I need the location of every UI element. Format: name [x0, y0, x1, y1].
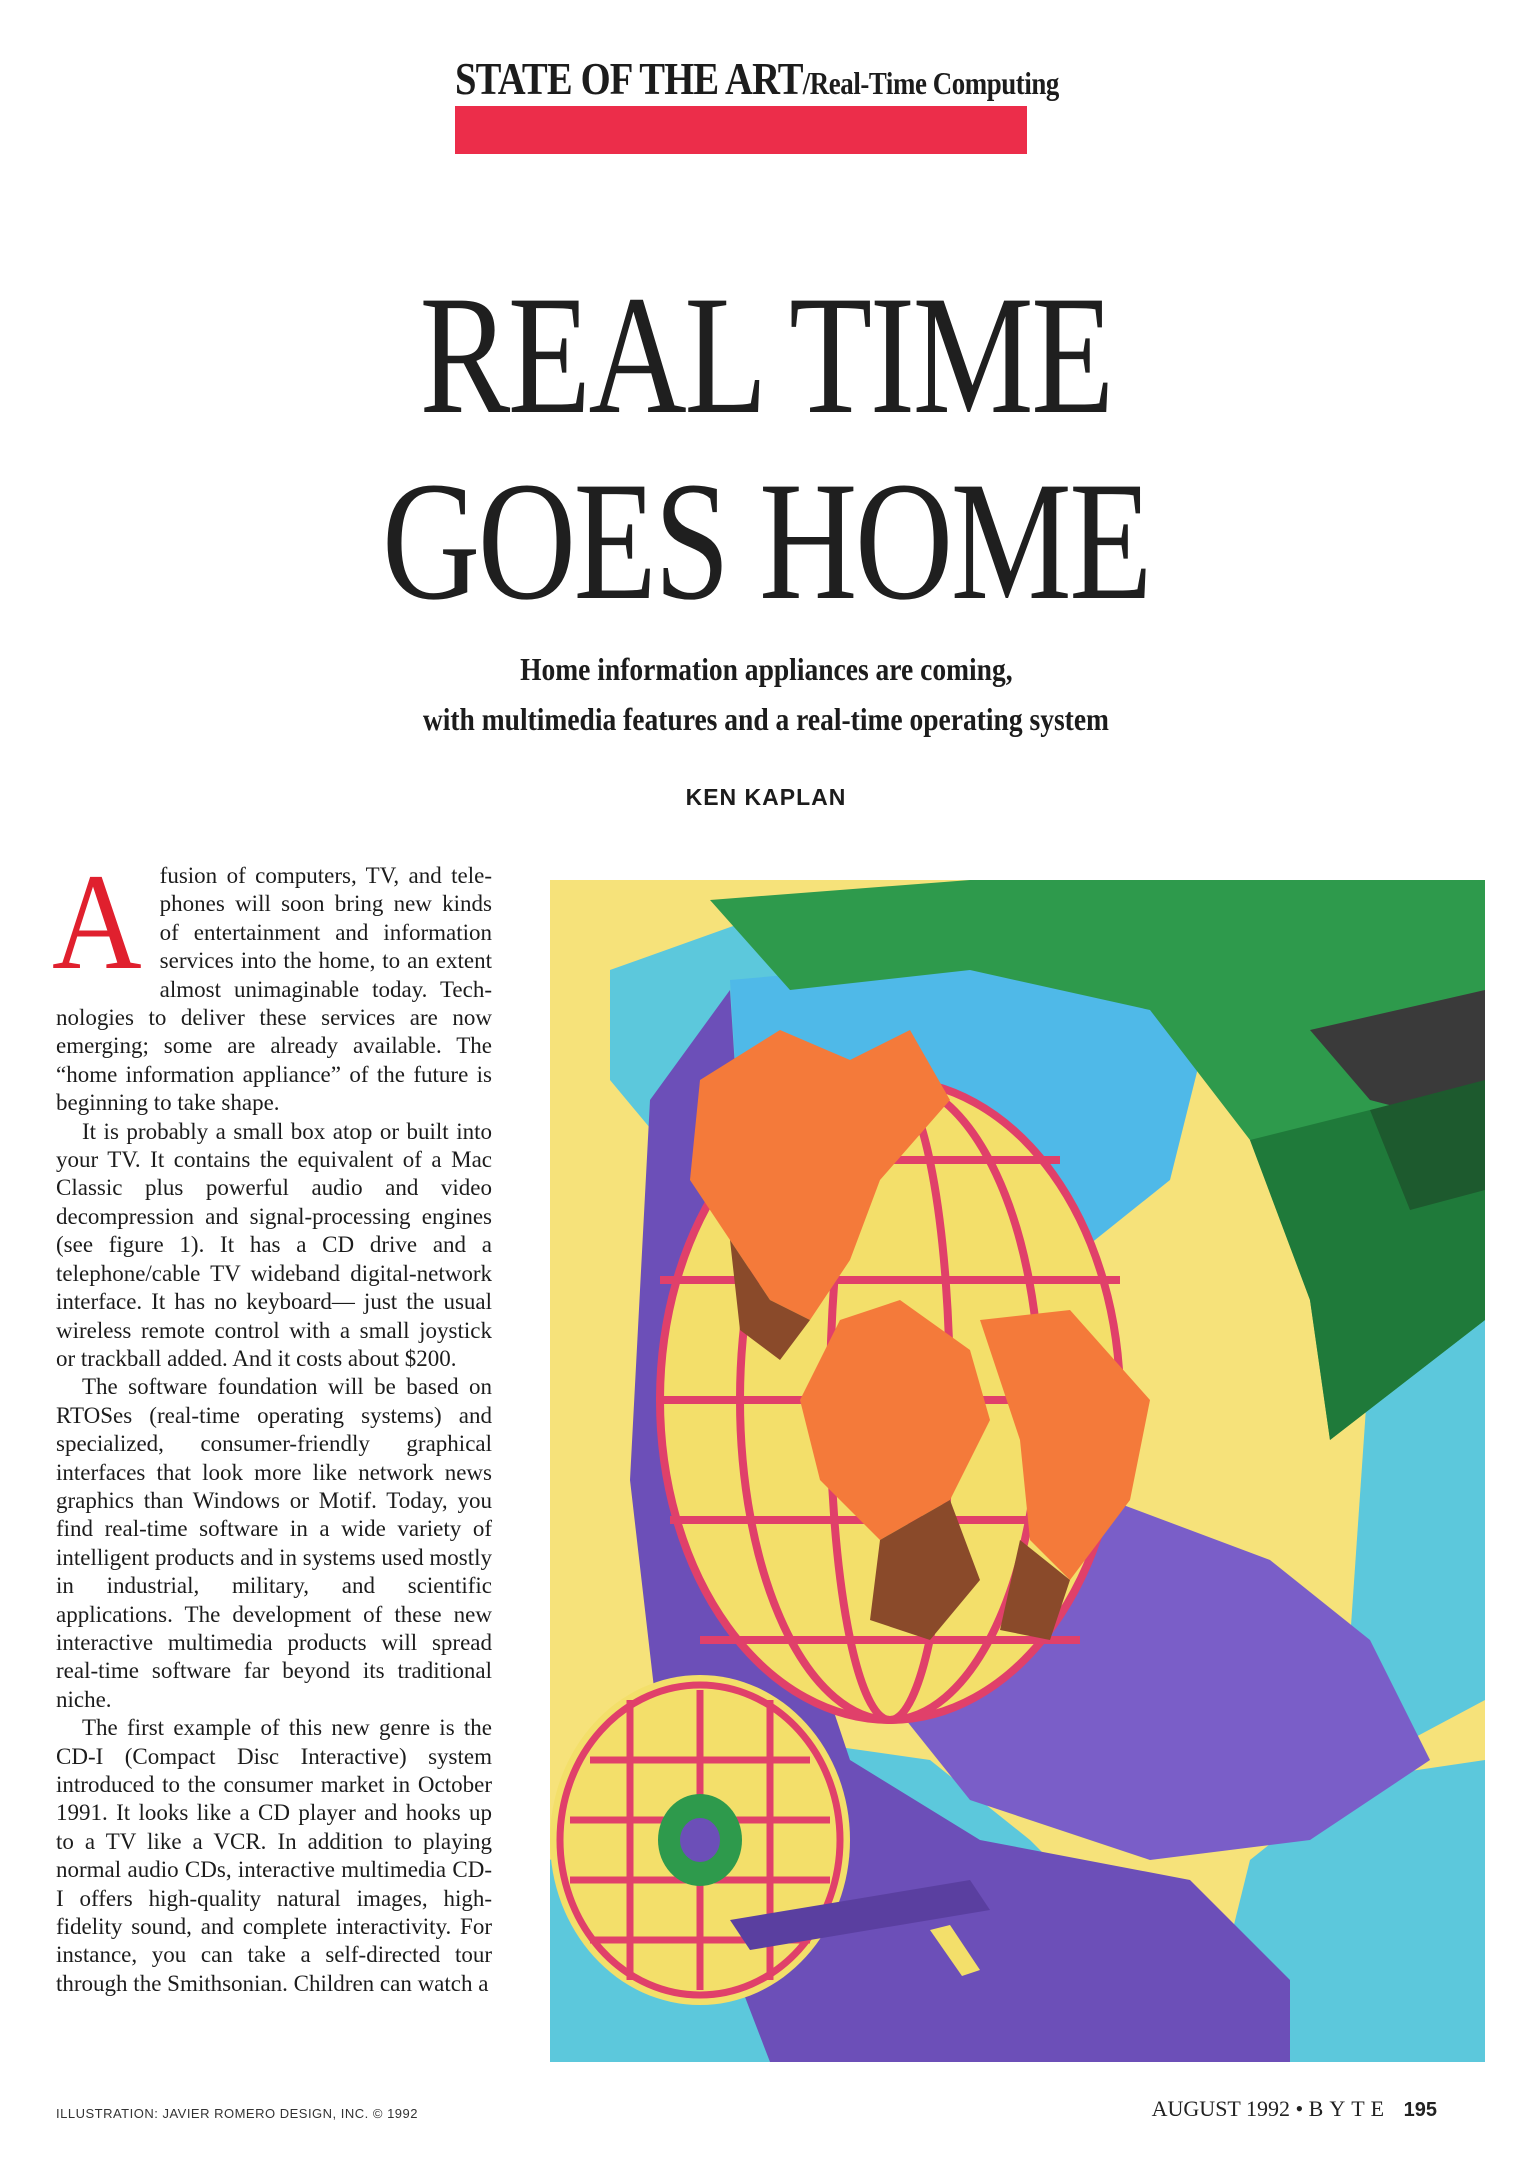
paragraph-1: Afusion of computers, TV, and telephones will soon bring new kinds of entertainment and information services into the home, to an extent almost unimaginable today. Technologies to deliver these services are now emerging; some are already available. The “home information appliance” of the future is beginning to take shape.	[52, 845, 492, 1116]
magazine-name: BYTE	[1308, 2096, 1391, 2121]
section-title: STATE OF THE ART	[455, 53, 803, 104]
illustration-credit: ILLUSTRATION: JAVIER ROMERO DESIGN, INC. © 1992	[56, 2106, 419, 2121]
deck-line-1: Home information appliances are coming,	[519, 651, 1013, 687]
page-footer	[1152, 2096, 1437, 2122]
issue-date: AUGUST 1992	[1151, 2096, 1290, 2121]
section-subtitle: /Real-Time Computing	[802, 65, 1059, 101]
footer-separator: •	[1295, 2096, 1304, 2121]
section-color-bar	[455, 106, 1027, 154]
tv-globe-cd-illustration	[550, 880, 1485, 2062]
drop-cap: A	[52, 845, 142, 998]
section-header	[455, 52, 1059, 104]
paragraph-2: It is probably a small box atop or built into your TV. It contains the equivalent of a Mac Classic plus powerful audio and video decompression and signal-processing engines (see figure 1). It has a CD drive and a telephone/cable TV wideband digital-network interface. It has no keyboard— just the usual wireless remote control with a small joystick or trackball added. And it costs about $200.	[56, 1118, 492, 1371]
deck-line-2: with multimedia features and a real-time operating system	[422, 701, 1110, 737]
paragraph-3: The software foundation will be based on RTOSes (real-time operating systems) and specialized, consumer-friendly graphical interfaces that look more like network news graphics than Windows or Motif. Today, you find real-time software in a wide variety of intelligent products and in systems used mostly in industrial, military, and scientific applications. The development of these new interactive multimedia products will spread real-time software far beyond its traditional niche.	[56, 1374, 492, 1712]
byline: KEN KAPLAN	[685, 784, 847, 810]
article-body	[52, 845, 492, 1998]
page-number: 195	[1403, 2099, 1437, 2121]
headline-line-1: REAL TIME	[419, 261, 1113, 449]
headline-line-2: GOES HOME	[382, 447, 1150, 635]
paragraph-4: The first example of this new genre is the CD-I (Compact Disc Interactive) system introduced to the consumer market in October 1991. It looks like a CD player and hooks up to a TV like a VCR. In addition to playing normal audio CDs, interactive multimedia CD-I offers high-quality natural images, high-fidelity sound, and complete interactivity. For instance, you can take a self-directed tour through the Smithsonian. Children can watch a	[56, 1715, 492, 1996]
